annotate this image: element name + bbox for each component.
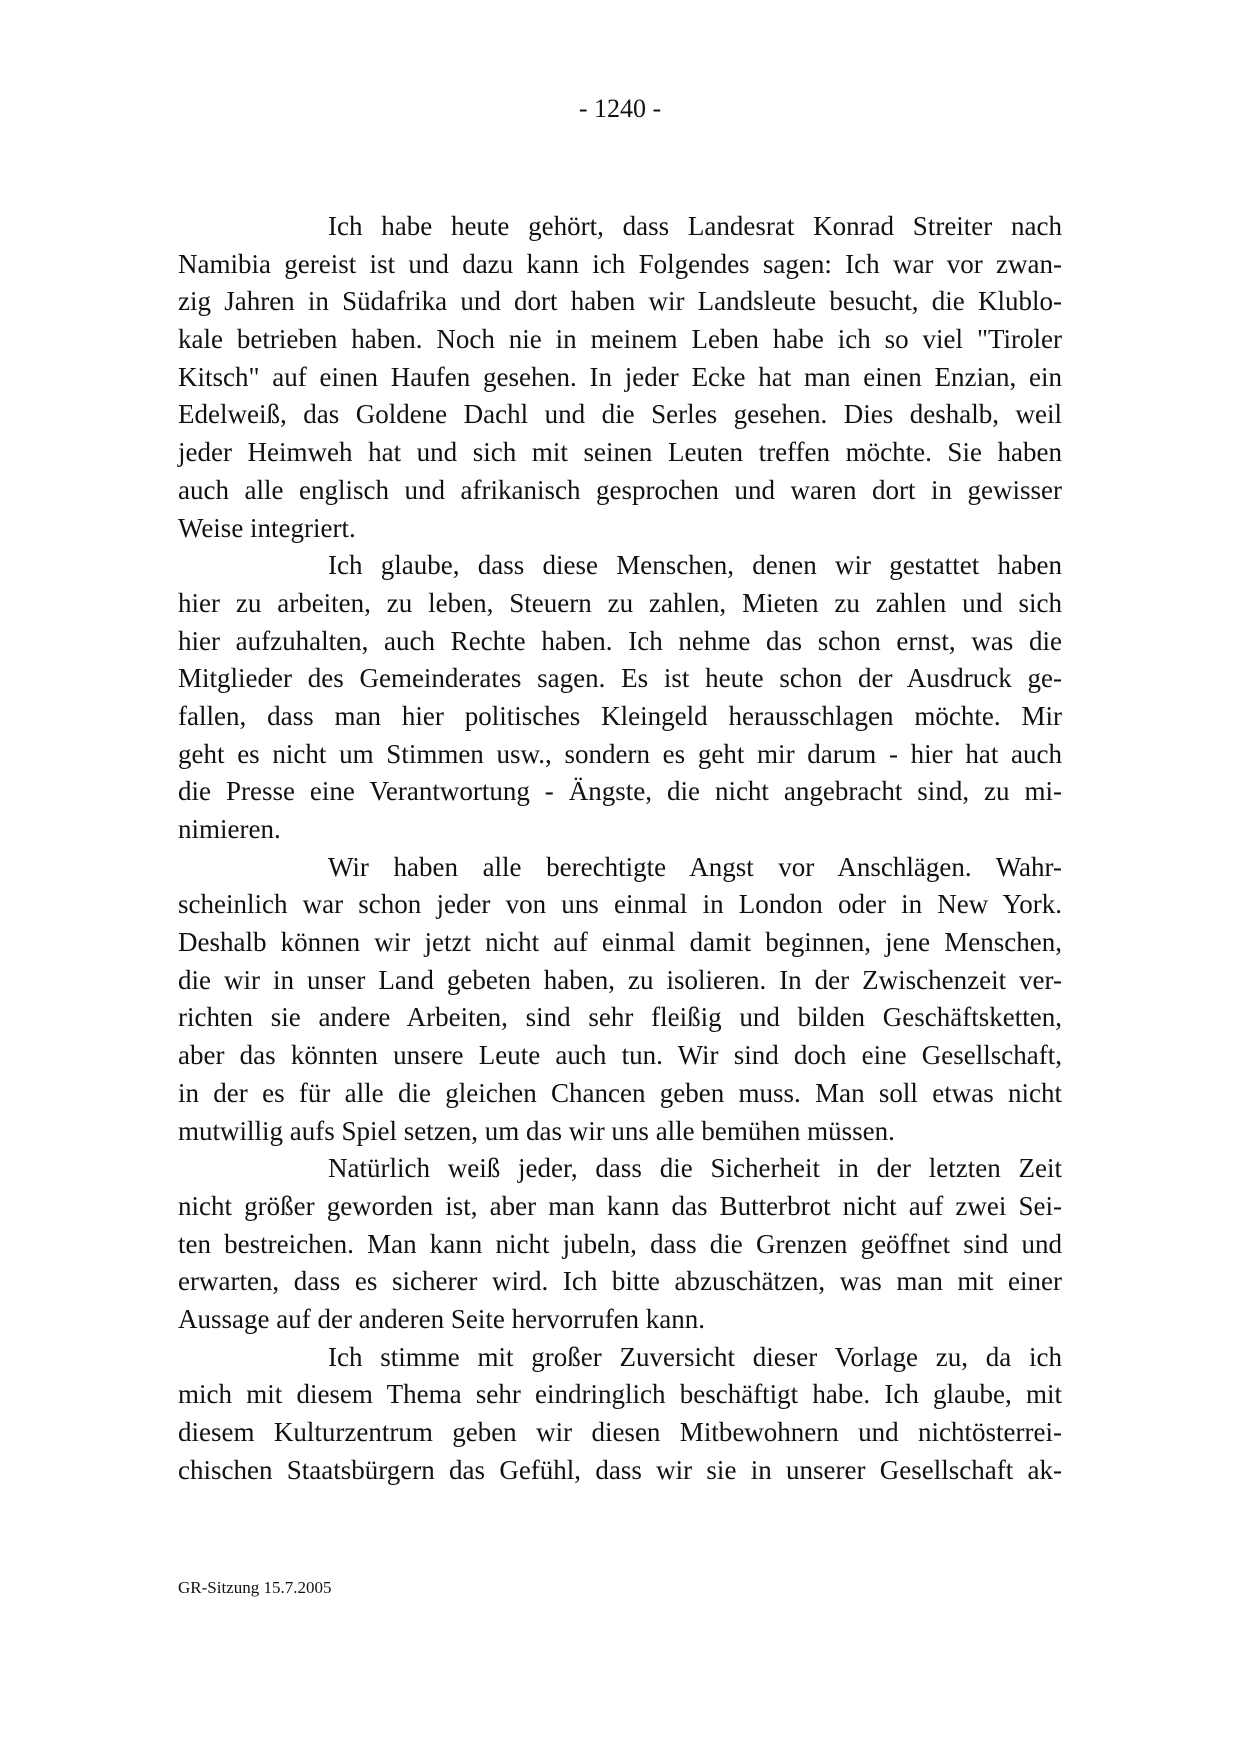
text-line: Mitglieder des Gemeinderates sagen. Es ist heute schon der Ausdruck ge-: [178, 663, 1062, 694]
text-line: kale betrieben haben. Noch nie in meinem Leben habe ich so viel "Tiroler: [178, 324, 1062, 355]
text-line: Wir haben alle berechtigte Angst vor Anschlägen. Wahr-: [328, 851, 1062, 882]
text-line: scheinlich war schon jeder von uns einmal in London oder in New York.: [178, 889, 1062, 920]
text-line: Natürlich weiß jeder, dass die Sicherheit in der letzten Zeit: [328, 1153, 1062, 1184]
text-line: geht es nicht um Stimmen usw., sondern es geht mir darum - hier hat auch: [178, 738, 1062, 769]
text-line: die wir in unser Land gebeten haben, zu isolieren. In der Zwischenzeit ver-: [178, 964, 1062, 995]
body-text: [178, 208, 1062, 1489]
text-line: nicht größer geworden ist, aber man kann das Butterbrot nicht auf zwei Sei-: [178, 1190, 1062, 1221]
page-number: - 1240 -: [578, 94, 662, 123]
text-line: zig Jahren in Südafrika und dort haben wir Landsleute besucht, die Klublo-: [178, 286, 1062, 317]
text-line: hier aufzuhalten, auch Rechte haben. Ich nehme das schon ernst, was die: [178, 625, 1062, 656]
text-line: in der es für alle die gleichen Chancen geben muss. Man soll etwas nicht: [178, 1077, 1062, 1108]
text-line: auch alle englisch und afrikanisch gesprochen und waren dort in gewisser: [178, 474, 1062, 505]
text-line: die Presse eine Verantwortung - Ängste, die nicht angebracht sind, zu mi-: [178, 776, 1062, 807]
text-line: erwarten, dass es sicherer wird. Ich bitte abzuschätzen, was man mit einer: [178, 1266, 1062, 1297]
text-line: chischen Staatsbürgern das Gefühl, dass wir sie in unserer Gesellschaft ak-: [178, 1454, 1062, 1485]
text-line: Ich glaube, dass diese Menschen, denen wir gestattet haben: [328, 550, 1062, 581]
text-line: mutwillig aufs Spiel setzen, um das wir uns alle bemühen müssen.: [178, 1115, 895, 1146]
text-line: nimieren.: [178, 814, 281, 844]
text-line: Deshalb können wir jetzt nicht auf einmal damit beginnen, jene Menschen,: [178, 927, 1062, 958]
text-line: Namibia gereist ist und dazu kann ich Folgendes sagen: Ich war vor zwan-: [178, 248, 1062, 279]
text-line: aber das könnten unsere Leute auch tun. Wir sind doch eine Gesellschaft,: [178, 1040, 1062, 1071]
text-line: diesem Kulturzentrum geben wir diesen Mitbewohnern und nichtösterrei-: [178, 1417, 1062, 1447]
text-line: fallen, dass man hier politisches Kleingeld herausschlagen möchte. Mir: [178, 700, 1062, 731]
text-line: hier zu arbeiten, zu leben, Steuern zu zahlen, Mieten zu zahlen und sich: [178, 587, 1062, 618]
text-line: Edelweiß, das Goldene Dachl und die Serles gesehen. Dies deshalb, weil: [178, 399, 1062, 430]
text-line: Weise integriert.: [178, 512, 356, 543]
text-line: ten bestreichen. Man kann nicht jubeln, dass die Grenzen geöffnet sind und: [178, 1228, 1062, 1259]
text-line: jeder Heimweh hat und sich mit seinen Leuten treffen möchte. Sie haben: [178, 437, 1062, 468]
text-line: Aussage auf der anderen Seite hervorrufen kann.: [178, 1303, 706, 1334]
text-line: Kitsch" auf einen Haufen gesehen. In jeder Ecke hat man einen Enzian, ein: [178, 361, 1062, 392]
footer-session-date: GR-Sitzung 15.7.2005: [178, 1578, 332, 1597]
text-line: Ich stimme mit großer Zuversicht dieser Vorlage zu, da ich: [328, 1341, 1062, 1372]
text-line: mich mit diesem Thema sehr eindringlich beschäftigt habe. Ich glaube, mit: [178, 1379, 1062, 1410]
text-line: Ich habe heute gehört, dass Landesrat Konrad Streiter nach: [328, 211, 1062, 241]
text-line: richten sie andere Arbeiten, sind sehr fleißig und bilden Geschäftsketten,: [178, 1002, 1062, 1033]
